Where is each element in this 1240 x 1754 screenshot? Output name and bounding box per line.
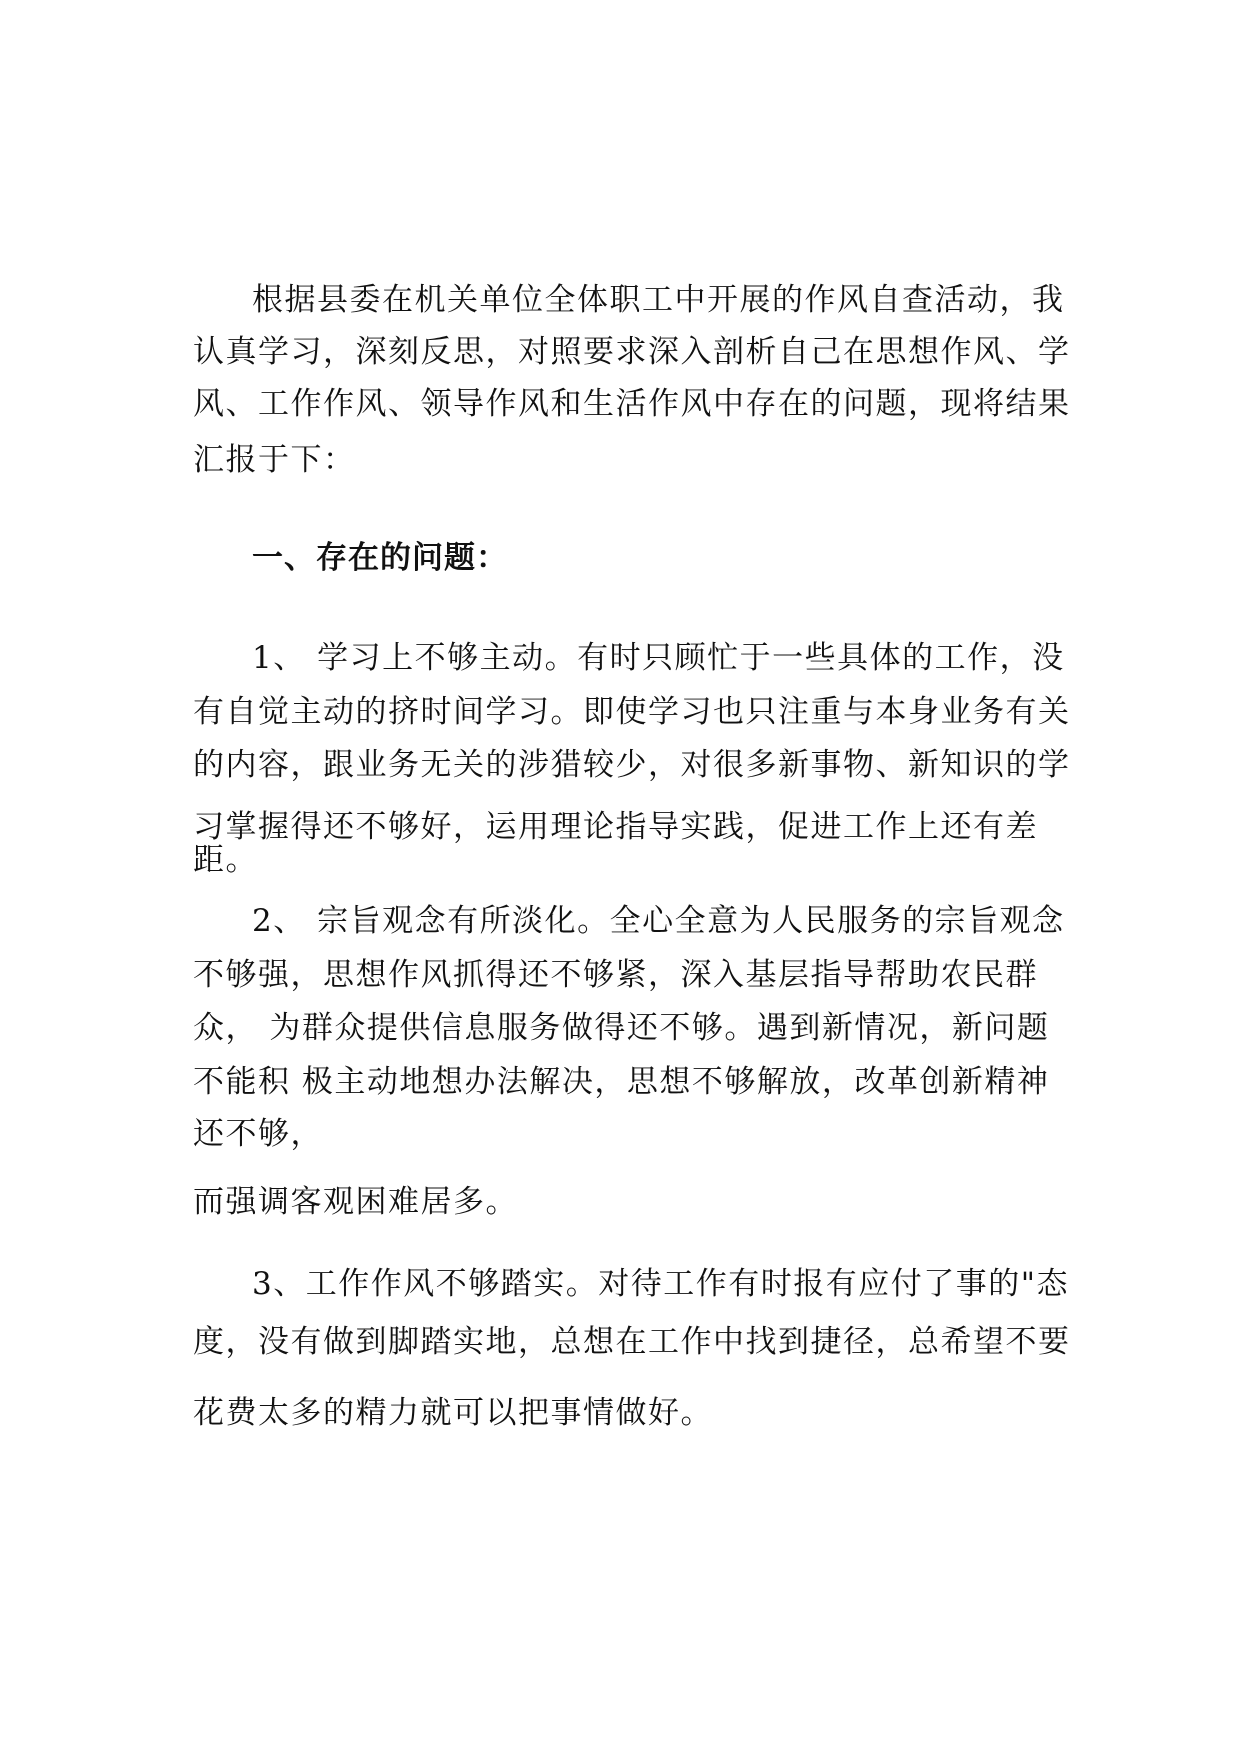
item2-line-2: 不够强，思想作风抓得还不够紧，深入基层指导帮助农民群 bbox=[193, 957, 1038, 993]
section-heading: 一、存在的问题： bbox=[252, 540, 508, 576]
item2-line-3: 众， 为群众提供信息服务做得还不够。遇到新情况，新问题 bbox=[193, 1010, 1050, 1046]
item1-line-1: 1、 学习上不够主动。有时只顾忙于一些具体的工作，没 bbox=[252, 640, 1065, 676]
item1-line-4: 习掌握得还不够好，运用理论指导实践，促进工作上还有差 bbox=[193, 809, 1038, 845]
item1-line-5: 距。 bbox=[193, 842, 258, 878]
item2-line-5: 还不够， bbox=[193, 1116, 323, 1152]
intro-line-4: 汇报于下： bbox=[193, 442, 356, 478]
item1-line-3: 的内容，跟业务无关的涉猎较少，对很多新事物、新知识的学 bbox=[193, 747, 1071, 783]
intro-line-3: 风、工作作风、领导作风和生活作风中存在的问题，现将结果 bbox=[193, 386, 1071, 422]
intro-line-1: 根据县委在机关单位全体职工中开展的作风自查活动，我 bbox=[252, 282, 1065, 318]
item3-line-2: 度，没有做到脚踏实地，总想在工作中找到捷径，总希望不要 bbox=[193, 1324, 1071, 1360]
intro-line-2: 认真学习，深刻反思，对照要求深入剖析自己在思想作风、学 bbox=[193, 334, 1071, 370]
item2-line-4: 不能积 极主动地想办法解决，思想不够解放，改革创新精神 bbox=[193, 1064, 1050, 1100]
item3-line-3: 花费太多的精力就可以把事情做好。 bbox=[193, 1395, 713, 1431]
item3-line-1: 3、工作作风不够踏实。对待工作有时报有应付了事的"态 bbox=[252, 1266, 1069, 1302]
item2-line-1: 2、 宗旨观念有所淡化。全心全意为人民服务的宗旨观念 bbox=[252, 903, 1065, 939]
item2-line-6: 而强调客观困难居多。 bbox=[193, 1184, 518, 1220]
item1-line-2: 有自觉主动的挤时间学习。即使学习也只注重与本身业务有关 bbox=[193, 694, 1071, 730]
